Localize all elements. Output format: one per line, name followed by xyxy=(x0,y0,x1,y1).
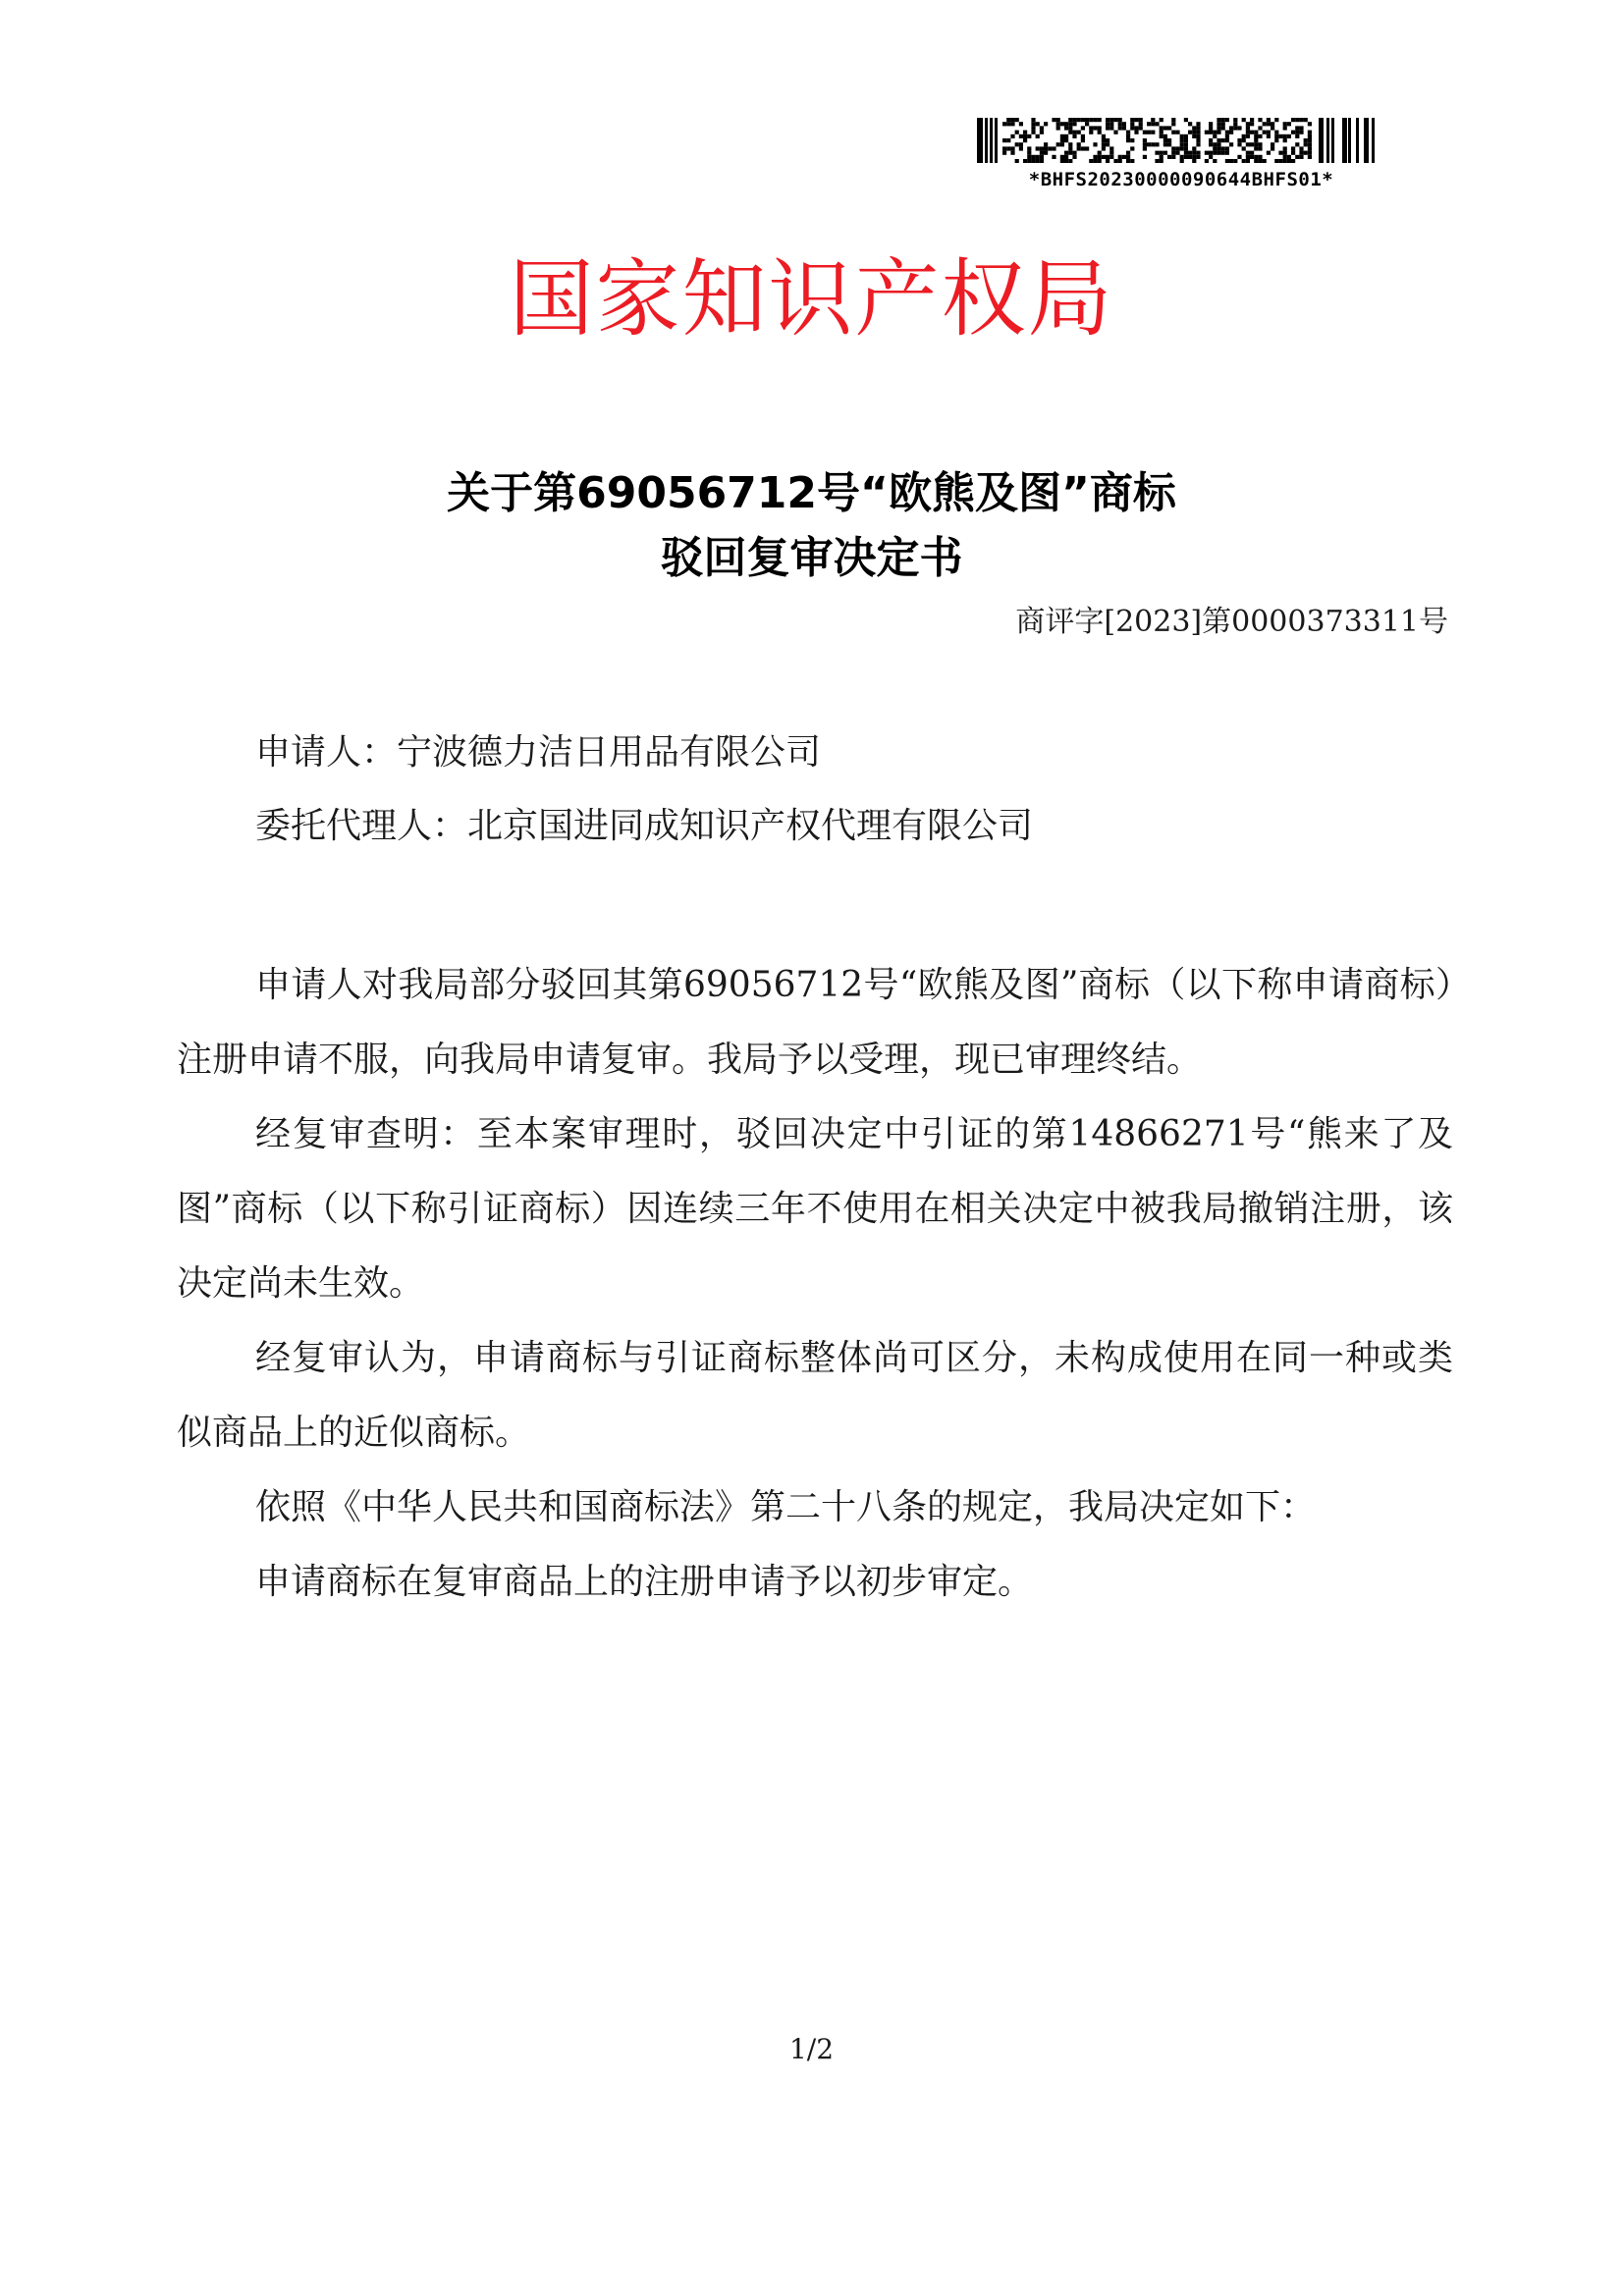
body-paragraph: 依照《中华人民共和国商标法》第二十八条的规定，我局决定如下： xyxy=(255,1487,1317,1527)
document-title-line-1: 关于第69056712号“欧熊及图”商标 xyxy=(447,468,1176,518)
barcode-bars xyxy=(977,118,1380,163)
document-number: 商评字[2023]第0000373311号 xyxy=(1015,605,1448,639)
agent: 委托代理人：北京国进同成知识产权代理有限公司 xyxy=(255,806,1034,846)
page-number: 1/2 xyxy=(788,2033,835,2065)
body-paragraph: 经复审查明：至本案审理时，驳回决定中引证的第14866271号“熊来了及图”商标（以下称引证商标）因连续三年不使用在相关决定中被我局撤销注册，该决定尚未生效。 xyxy=(177,1114,1453,1304)
barcode xyxy=(975,118,1387,196)
decision-body xyxy=(177,948,1453,1620)
body-paragraph: 申请商标在复审商品上的注册申请予以初步审定。 xyxy=(255,1562,1034,1602)
document-title-line-2: 驳回复审决定书 xyxy=(660,533,963,583)
document-title xyxy=(0,461,1623,591)
applicant: 申请人：宁波德力洁日用品有限公司 xyxy=(255,732,822,773)
barcode-label: *BHFS20230000090644BHFS01* xyxy=(1028,169,1334,190)
body-paragraph: 经复审认为，申请商标与引证商标整体尚可区分，未构成使用在同一种或类似商品上的近似商标。 xyxy=(177,1338,1453,1453)
body-paragraph: 申请人对我局部分驳回其第69056712号“欧熊及图”商标（以下称申请商标）注册申请不服，向我局申请复审。我局予以受理，现已审理终结。 xyxy=(177,965,1453,1080)
agency-title: 国家知识产权局 xyxy=(509,250,1114,348)
